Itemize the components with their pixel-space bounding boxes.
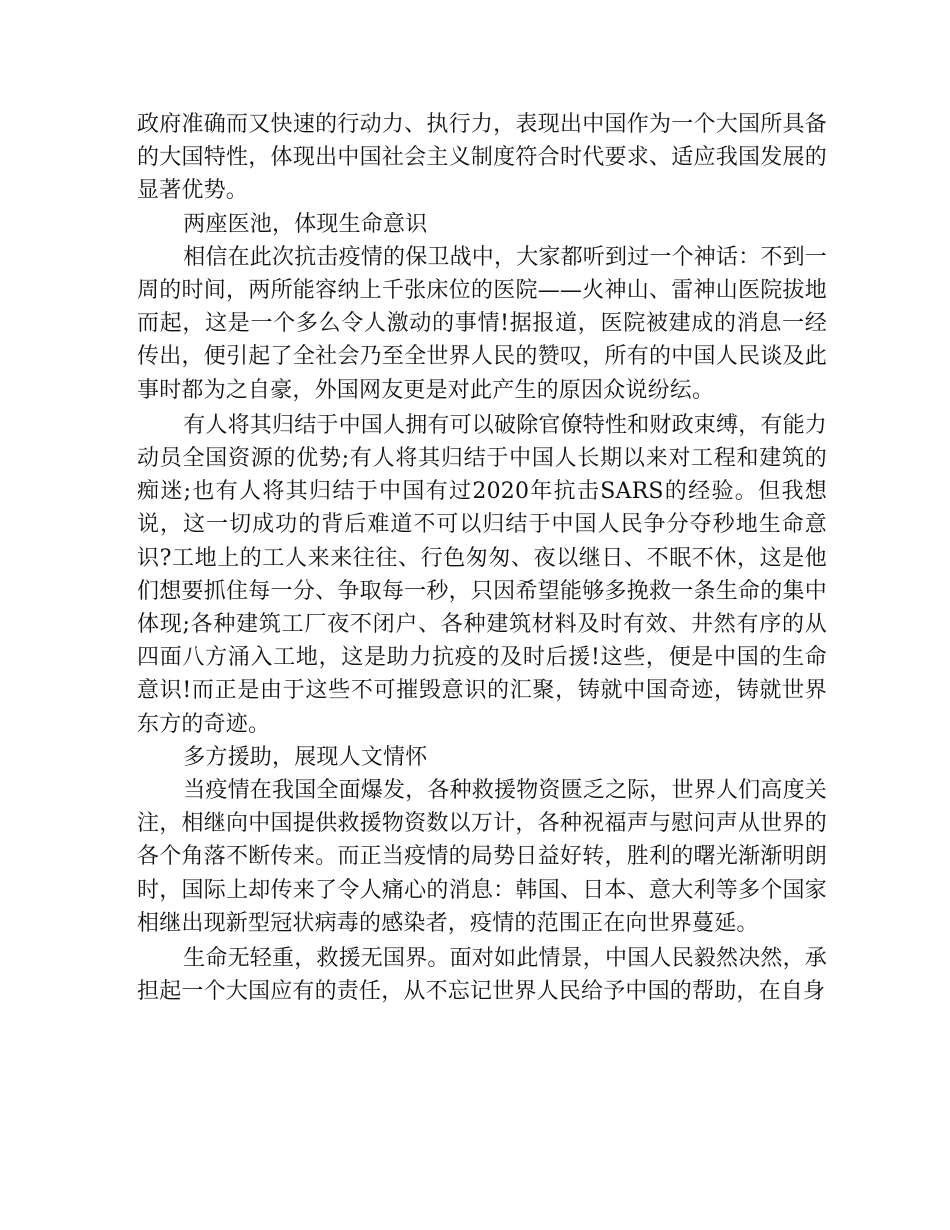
paragraph-no-borders: 生命无轻重，救援无国界。面对如此情景，中国人民毅然决然，承担起一个大国应有的责任，从不忘记世界人民给予中国的帮助，在自身 — [137, 946, 827, 1005]
document-body — [137, 108, 827, 1008]
section-heading-assistance: 多方援助，展现人文情怀 — [183, 744, 428, 770]
section-heading-hospitals: 两座医池，体现生命意识 — [183, 211, 428, 237]
paragraph-hospitals-myth: 相信在此次抗击疫情的保卫战中，大家都听到过一个神话：不到一周的时间，两所能容纳上千张床位的医院——火神山、雷神山医院拔地而起，这是一个多么令人激动的事情!据报道，医院被建成的消息一经传出，便引起了全社会乃至全世界人民的赞叹，所有的中国人民谈及此事时都为之自豪，外国网友更是对此产生的原因众说纷纭。 — [137, 244, 827, 403]
paragraph-intro-continuation: 政府准确而又快速的行动力、执行力，表现出中国作为一个大国所具备的大国特性，体现出中国社会主义制度符合时代要求、适应我国发展的显著优势。 — [137, 112, 827, 204]
paragraph-world-aid: 当疫情在我国全面爆发，各种救援物资匮乏之际，世界人们高度关注，相继向中国提供救援物资数以万计，各种祝福声与慰问声从世界的各个角落不断传来。而正当疫情的局势日益好转，胜利的曙光渐渐明朗时，国际上却传来了令人痛心的消息：韩国、日本、意大利等多个国家相继出现新型冠状病毒的感染者，疫情的范围正在向世界蔓延。 — [137, 778, 827, 936]
paragraph-life-awareness: 有人将其归结于中国人拥有可以破除官僚特性和财政束缚，有能力动员全国资源的优势;有人将其归结于中国人长期以来对工程和建筑的痴迷;也有人将其归结于中国有过2020年抗击SARS的经验。但我想说，这一切成功的背后难道不可以归结于中国人民争分夺秒地生命意识?工地上的工人来来往往、行色匆匆、夜以继日、不眠不休，这是他们想要抓住每一分、争取每一秒，只因希望能够多挽救一条生命的集中体现;各种建筑工厂夜不闭户、各种建筑材料及时有效、井然有序的从四面八方涌入工地，这是助力抗疫的及时后援!这些，便是中国的生命意识!而正是由于这些不可摧毁意识的汇聚，铸就中国奇迹，铸就世界东方的奇迹。 — [137, 412, 827, 737]
